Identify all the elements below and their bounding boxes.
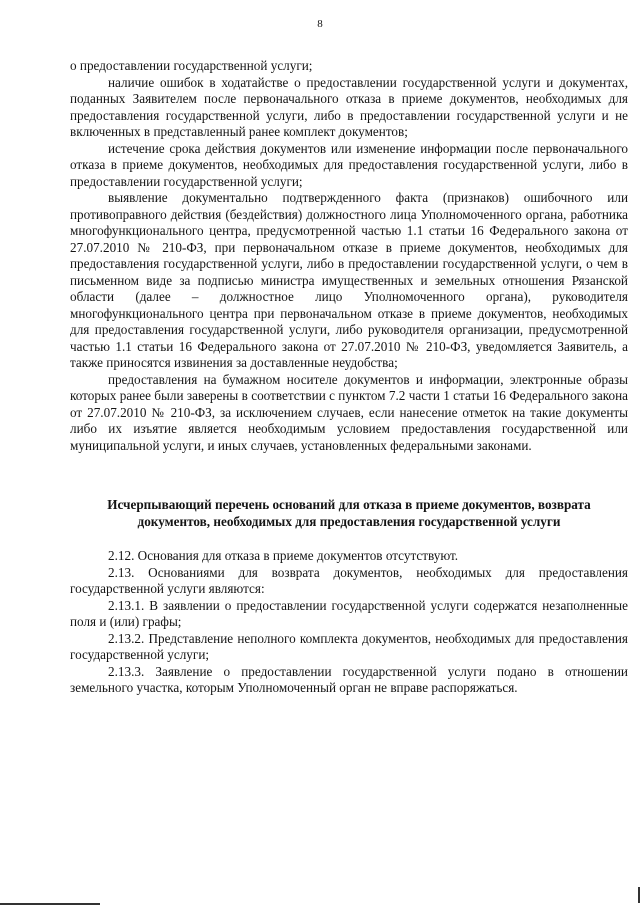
paragraph: выявление документально подтвержденного факта (признаков) ошибочного или противоправного действия (бездействия) должностного лица Уполномоченного органа, работника многофункционального центра, предусмотренной частью 1.1 статьи 16 Федерального закона от 27.07.2010 № 210-ФЗ, при первоначальном отказе в приеме документов, необходимых для предоставления государственной услуги, либо в предоставлении государственной услуги, о чем в письменном виде за подписью министра имущественных и земельных отношения Рязанской области (далее – должностное лицо Уполномоченного органа), руководителя многофункционального центра при первоначальном отказе в приеме документов, необходимых для предоставления государственной услуги, либо руководителя организации, предусмотренной частью 1.1 статьи 16 Федерального закона от 27.07.2010 № 210-ФЗ, уведомляется Заявитель, а также приносятся извинения за доставленные неудобства; [70, 190, 628, 370]
paragraph: 2.13.3. Заявление о предоставлении государственной услуги подано в отношении земельного участка, которым Уполномоченный орган не вправе распоряжаться. [70, 663, 628, 695]
section-heading: Исчерпывающий перечень оснований для отказа в приеме документов, возврата документов, необходимых для предоставления государственной услуги [107, 497, 591, 529]
document-body [70, 58, 628, 697]
paragraph: о предоставлении государственной услуги; [70, 58, 313, 73]
paragraph: истечение срока действия документов или изменение информации после первоначального отказа в приеме документов, необходимых для предоставления государственной услуги, либо в предоставлении государственной услуги; [70, 140, 628, 189]
paragraph: наличие ошибок в ходатайстве о предоставлении государственной услуги и документах, поданных Заявителем после первоначального отказа в приеме документов, необходимых для предоставления государственной услуги, либо в предоставлении государственной услуги и не включенных в представленный ранее комплект документов; [70, 74, 628, 139]
paragraph: 2.12. Основания для отказа в приеме документов отсутствуют. [108, 548, 459, 563]
paragraph: 2.13. Основаниями для возврата документов, необходимых для предоставления государственной услуги являются: [70, 564, 628, 596]
section-body [70, 548, 628, 697]
paragraph: 2.13.2. Представление неполного комплекта документов, необходимых для предоставления государственной услуги; [70, 630, 628, 662]
paragraph: 2.13.1. В заявлении о предоставлении государственной услуги содержатся незаполненные поля и (или) графы; [70, 597, 628, 629]
page-number: 8 [317, 18, 323, 30]
paragraph: предоставления на бумажном носителе документов и информации, электронные образы которых ранее были заверены в соответствии с пунктом 7.2 части 1 статьи 16 Федерального закона от 27.07.2010 № 210-ФЗ, за исключением случаев, если нанесение отметок на такие документы либо их изъятие является необходимым условием предоставления государственной или муниципальной услуги, и иных случаев, установленных федеральными законами. [70, 371, 628, 453]
